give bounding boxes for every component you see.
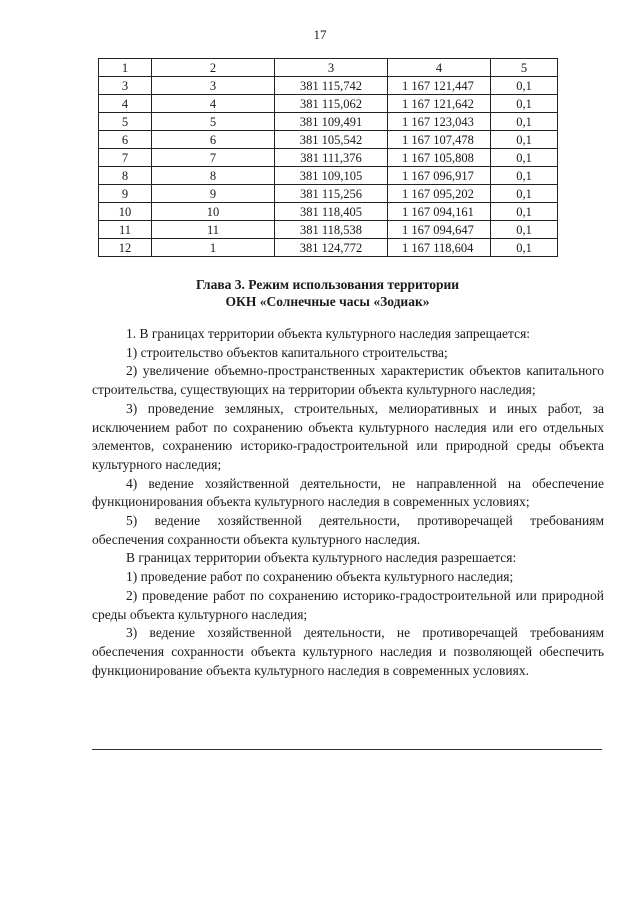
table-cell: 0,1 bbox=[491, 95, 558, 113]
table-header-row bbox=[99, 59, 558, 77]
table-cell: 5 bbox=[99, 113, 152, 131]
table-row bbox=[99, 149, 558, 167]
table-header-cell: 3 bbox=[275, 59, 388, 77]
table-cell: 381 115,256 bbox=[275, 185, 388, 203]
table-row bbox=[99, 77, 558, 95]
table-cell: 0,1 bbox=[491, 77, 558, 95]
table-cell: 10 bbox=[99, 203, 152, 221]
page-number: 17 bbox=[313, 27, 327, 42]
table-cell: 7 bbox=[152, 149, 275, 167]
table-header-cell: 2 bbox=[152, 59, 275, 77]
table-cell: 6 bbox=[152, 131, 275, 149]
paragraph: 5) ведение хозяйственной деятельности, противоречащей требованиям обеспечения сохранности объекта культурного наследия. bbox=[92, 513, 604, 547]
table-cell: 0,1 bbox=[491, 167, 558, 185]
paragraph: 1) строительство объектов капитального строительства; bbox=[126, 344, 448, 360]
table-header-cell: 5 bbox=[491, 59, 558, 77]
table-cell: 4 bbox=[99, 95, 152, 113]
table-row bbox=[99, 95, 558, 113]
table-cell: 11 bbox=[99, 221, 152, 239]
table-cell: 0,1 bbox=[491, 113, 558, 131]
table-cell: 1 167 107,478 bbox=[388, 131, 491, 149]
table-cell: 0,1 bbox=[491, 221, 558, 239]
table-cell: 3 bbox=[152, 77, 275, 95]
table-cell: 11 bbox=[152, 221, 275, 239]
table-cell: 0,1 bbox=[491, 203, 558, 221]
table-cell: 1 167 095,202 bbox=[388, 185, 491, 203]
table-cell: 381 118,405 bbox=[275, 203, 388, 221]
paragraph: 2) увеличение объемно-пространственных характеристик объектов капитального строительства, существующих на территории объекта культурного наследия; bbox=[92, 363, 604, 398]
table-row bbox=[99, 239, 558, 257]
table-cell: 381 115,742 bbox=[275, 77, 388, 95]
table-cell: 1 167 094,161 bbox=[388, 203, 491, 221]
table-cell: 381 109,105 bbox=[275, 167, 388, 185]
table-row bbox=[99, 185, 558, 203]
table-cell: 9 bbox=[99, 185, 152, 203]
table-cell: 12 bbox=[99, 239, 152, 257]
chapter-title bbox=[98, 276, 557, 310]
table-row bbox=[99, 221, 558, 239]
table-cell: 381 124,772 bbox=[275, 239, 388, 257]
table-cell: 8 bbox=[152, 167, 275, 185]
chapter-title-line-2: ОКН «Солнечные часы «Зодиак» bbox=[225, 294, 430, 309]
table-cell: 1 167 121,447 bbox=[388, 77, 491, 95]
table-cell: 1 167 123,043 bbox=[388, 113, 491, 131]
table-cell: 4 bbox=[152, 95, 275, 113]
table-row bbox=[99, 131, 558, 149]
coordinates-table-body bbox=[99, 59, 558, 257]
table-cell: 3 bbox=[99, 77, 152, 95]
paragraph: 1. В границах территории объекта культурного наследия запрещается: bbox=[126, 326, 531, 341]
chapter-title-line-1: Глава 3. Режим использования территории bbox=[195, 277, 460, 292]
table-header-cell: 1 bbox=[99, 59, 152, 77]
table-cell: 1 167 121,642 bbox=[388, 95, 491, 113]
table-row bbox=[99, 113, 558, 131]
paragraph: В границах территории объекта культурного наследия разрешается: bbox=[126, 550, 517, 566]
table-cell: 7 bbox=[99, 149, 152, 167]
table-cell: 8 bbox=[99, 167, 152, 185]
table-cell: 9 bbox=[152, 185, 275, 203]
table-cell: 381 118,538 bbox=[275, 221, 388, 239]
paragraph: 3) ведение хозяйственной деятельности, не противоречащей требованиям обеспечения сохранности объекта культурного наследия и позволяющей обеспечить функционирование объекта культурного наследия в современных условиях. bbox=[92, 625, 604, 678]
table-header-cell: 4 bbox=[388, 59, 491, 77]
paragraph: 4) ведение хозяйственной деятельности, не направленной на обеспечение функционирования объекта культурного наследия в современных условиях; bbox=[92, 475, 604, 510]
table-cell: 0,1 bbox=[491, 239, 558, 257]
table-cell: 0,1 bbox=[491, 131, 558, 149]
paragraph: 3) проведение земляных, строительных, мелиоративных и иных работ, за исключением работ по сохранению объекта культурного наследия или его отдельных элементов, сохранению историко-градостроительной или природной среды объекта культурного наследия; bbox=[92, 400, 604, 472]
table-cell: 381 109,491 bbox=[275, 113, 388, 131]
bottom-rule bbox=[92, 749, 602, 750]
table-cell: 0,1 bbox=[491, 149, 558, 167]
coordinates-table bbox=[98, 58, 558, 257]
table-cell: 10 bbox=[152, 203, 275, 221]
table-cell: 1 167 096,917 bbox=[388, 167, 491, 185]
table-cell: 6 bbox=[99, 131, 152, 149]
table-cell: 381 105,542 bbox=[275, 131, 388, 149]
chapter-body bbox=[92, 325, 604, 680]
paragraph: 2) проведение работ по сохранению историко-градостроительной или природной среды объекта культурного наследия; bbox=[92, 587, 604, 622]
paragraph: 1) проведение работ по сохранению объекта культурного наследия; bbox=[126, 569, 514, 585]
table-cell: 1 bbox=[152, 239, 275, 257]
table-cell: 381 115,062 bbox=[275, 95, 388, 113]
table-cell: 1 167 094,647 bbox=[388, 221, 491, 239]
table-row bbox=[99, 167, 558, 185]
table-cell: 381 111,376 bbox=[275, 149, 388, 167]
table-row bbox=[99, 203, 558, 221]
table-cell: 0,1 bbox=[491, 185, 558, 203]
table-cell: 1 167 118,604 bbox=[388, 239, 491, 257]
table-cell: 5 bbox=[152, 113, 275, 131]
table-cell: 1 167 105,808 bbox=[388, 149, 491, 167]
